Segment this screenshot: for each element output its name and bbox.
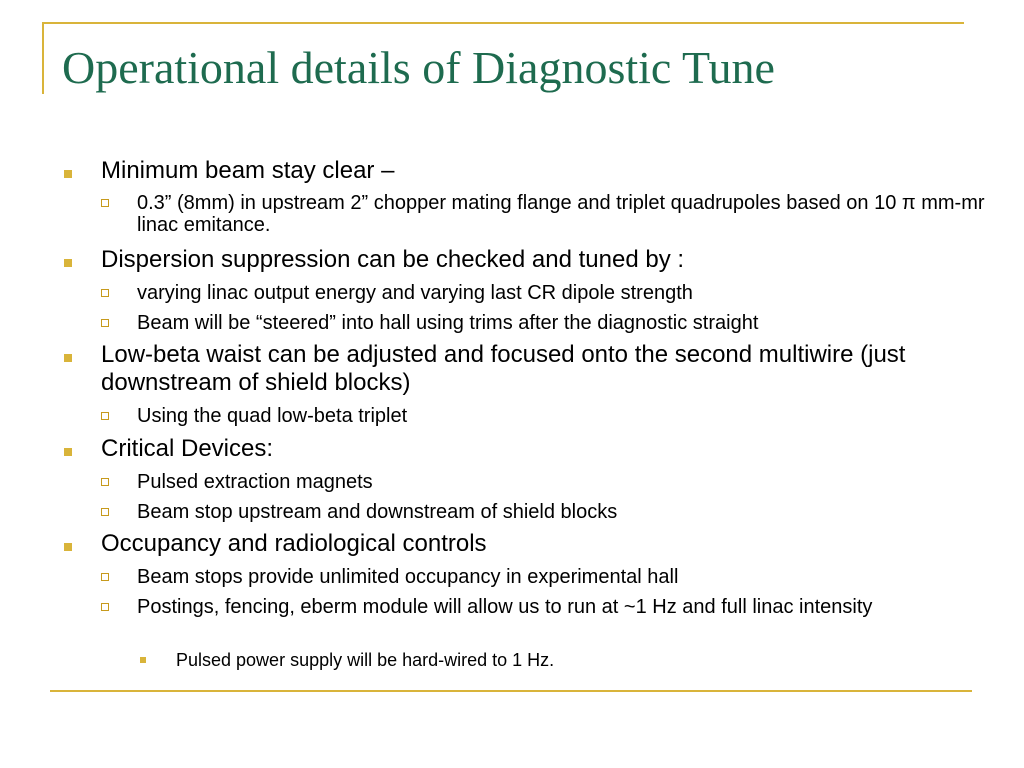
sub-bullet-text: 0.3” (8mm) in upstream 2” chopper mating flange and triplet quadrupoles based on 10 π mm-mr linac emitance.: [137, 192, 985, 236]
sub-bullet-text: Postings, fencing, eberm module will allow us to run at ~1 Hz and full linac intensity: [137, 596, 873, 618]
square-bullet-icon: [64, 543, 72, 551]
sub-bullet-text: Using the quad low-beta triplet: [137, 405, 408, 427]
bullet-text: Occupancy and radiological controls: [101, 530, 487, 557]
hollow-square-bullet-icon: [101, 319, 109, 327]
sub-bullet-text: Beam stop upstream and downstream of shield blocks: [137, 501, 618, 523]
square-bullet-icon: [64, 259, 72, 267]
hollow-square-bullet-icon: [101, 199, 109, 207]
sub-bullet-text: varying linac output energy and varying last CR dipole strength: [137, 282, 693, 304]
sub-bullet-text: Beam will be “steered” into hall using trims after the diagnostic straight: [137, 312, 759, 334]
hollow-square-bullet-icon: [101, 478, 109, 486]
hollow-square-bullet-icon: [101, 412, 109, 420]
sub-bullet-text: Beam stops provide unlimited occupancy in experimental hall: [137, 566, 679, 588]
bullet-text: Critical Devices:: [101, 435, 274, 462]
square-bullet-icon: [140, 657, 146, 663]
left-rule: [42, 22, 44, 94]
bullet-text: Low-beta waist can be adjusted and focused onto the second multiwire (just downstream of shield blocks): [101, 341, 906, 396]
sub-sub-bullet-text: Pulsed power supply will be hard-wired to 1 Hz.: [176, 650, 555, 670]
hollow-square-bullet-icon: [101, 289, 109, 297]
hollow-square-bullet-icon: [101, 603, 109, 611]
sub-bullet-text: Pulsed extraction magnets: [137, 471, 373, 493]
slide-title: Operational details of Diagnostic Tune: [62, 42, 775, 93]
hollow-square-bullet-icon: [101, 508, 109, 516]
square-bullet-icon: [64, 170, 72, 178]
bullet-text: Dispersion suppression can be checked and tuned by :: [101, 246, 685, 273]
top-rule: [42, 22, 964, 24]
square-bullet-icon: [64, 354, 72, 362]
bottom-rule: [50, 690, 972, 692]
hollow-square-bullet-icon: [101, 573, 109, 581]
bullet-text: Minimum beam stay clear –: [101, 157, 395, 184]
square-bullet-icon: [64, 448, 72, 456]
